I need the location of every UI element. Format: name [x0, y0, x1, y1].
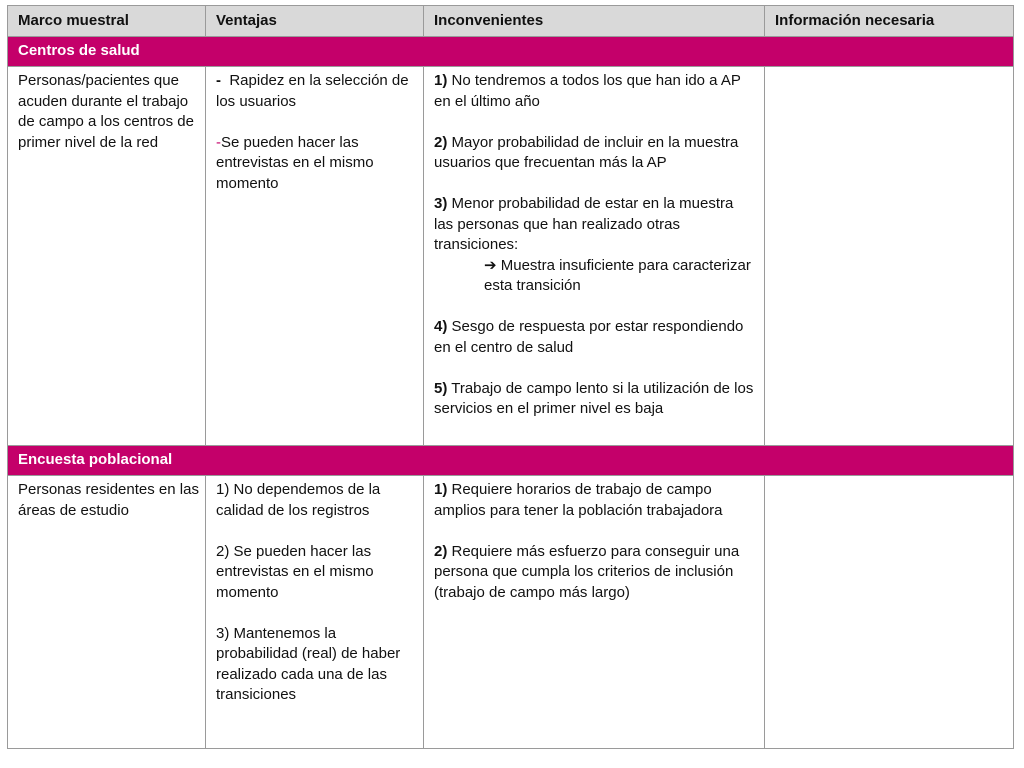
inconveniente-item: [434, 542, 754, 604]
item-text: Menor probabilidad de estar en la muestra las personas que han realizado otras transiciones:: [434, 195, 734, 253]
ventajas-cell: [206, 67, 424, 446]
sampling-frame-table: [7, 5, 1014, 749]
ventaja-dash: -: [216, 72, 226, 89]
table-row: [8, 476, 1014, 749]
marco-cell: [8, 67, 206, 446]
ventaja-item: [216, 71, 413, 112]
ventaja-item: [216, 133, 413, 195]
subitem-text: Muestra insuficiente para caracterizar esta transición: [484, 256, 751, 294]
header-row: [8, 6, 1014, 37]
inconveniente-item: [434, 133, 754, 174]
item-text: Trabajo de campo lento si la utilización de los servicios en el primer nivel es baja: [434, 379, 754, 417]
item-text: Mayor probabilidad de incluir en la muestra usuarios que frecuentan más la AP: [434, 133, 739, 171]
ventaja-item: 2) Se pueden hacer las entrevistas en el mismo momento: [216, 542, 374, 601]
item-number: 3): [434, 195, 448, 212]
ventaja-text: Rapidez en la selección de los usuarios: [216, 72, 413, 110]
inconveniente-item: [434, 317, 754, 358]
marco-text: Personas residentes en las áreas de estudio: [18, 481, 199, 519]
section-title: Centros de salud: [8, 37, 1014, 67]
item-number: 2): [434, 133, 448, 151]
ventaja-item: 1) No dependemos de la calidad de los registros: [216, 481, 381, 519]
item-text: No tendremos a todos los que han ido a AP en el último año: [434, 72, 741, 110]
inconvenientes-cell: [424, 67, 765, 446]
item-number: 1): [434, 72, 448, 89]
item-number: 4): [434, 318, 448, 335]
item-number: 2): [434, 542, 448, 560]
arrow-right-icon: ➔: [484, 256, 497, 274]
header-inconvenientes: Inconvenientes: [424, 6, 765, 37]
ventaja-item: 3) Mantenemos la probabilidad (real) de haber realizado cada una de las transiciones: [216, 624, 401, 703]
informacion-cell: [765, 67, 1014, 446]
item-text: Requiere horarios de trabajo de campo amplios para tener la población trabajadora: [434, 481, 723, 519]
inconveniente-item: [434, 480, 754, 521]
header-marco-muestral: Marco muestral: [8, 6, 206, 37]
item-text: Sesgo de respuesta por estar respondiendo en el centro de salud: [434, 318, 744, 356]
item-number: 1): [434, 481, 448, 498]
section-row-encuesta-poblacional: [8, 446, 1014, 476]
section-row-centros-de-salud: [8, 37, 1014, 67]
inconveniente-item: [434, 71, 754, 112]
table-row: [8, 67, 1014, 446]
inconveniente-item: [434, 194, 754, 256]
marco-cell: [8, 476, 206, 749]
inconveniente-item: [434, 379, 754, 420]
marco-text: Personas/pacientes que acuden durante el trabajo de campo a los centros de primer nivel de la red: [18, 72, 194, 151]
informacion-cell: [765, 476, 1014, 749]
inconvenientes-cell: [424, 476, 765, 749]
item-text: Requiere más esfuerzo para conseguir una persona que cumpla los criterios de inclusión (trabajo de campo más largo): [434, 542, 740, 601]
ventaja-text: Se pueden hacer las entrevistas en el mismo momento: [216, 133, 374, 192]
section-title: Encuesta poblacional: [8, 446, 1014, 476]
header-ventajas: Ventajas: [206, 6, 424, 37]
ventajas-cell: [206, 476, 424, 749]
inconveniente-subitem: [484, 256, 754, 297]
item-number: 5): [434, 379, 448, 397]
ventaja-dash: -: [216, 133, 221, 151]
header-informacion-necesaria: Información necesaria: [765, 6, 1014, 37]
